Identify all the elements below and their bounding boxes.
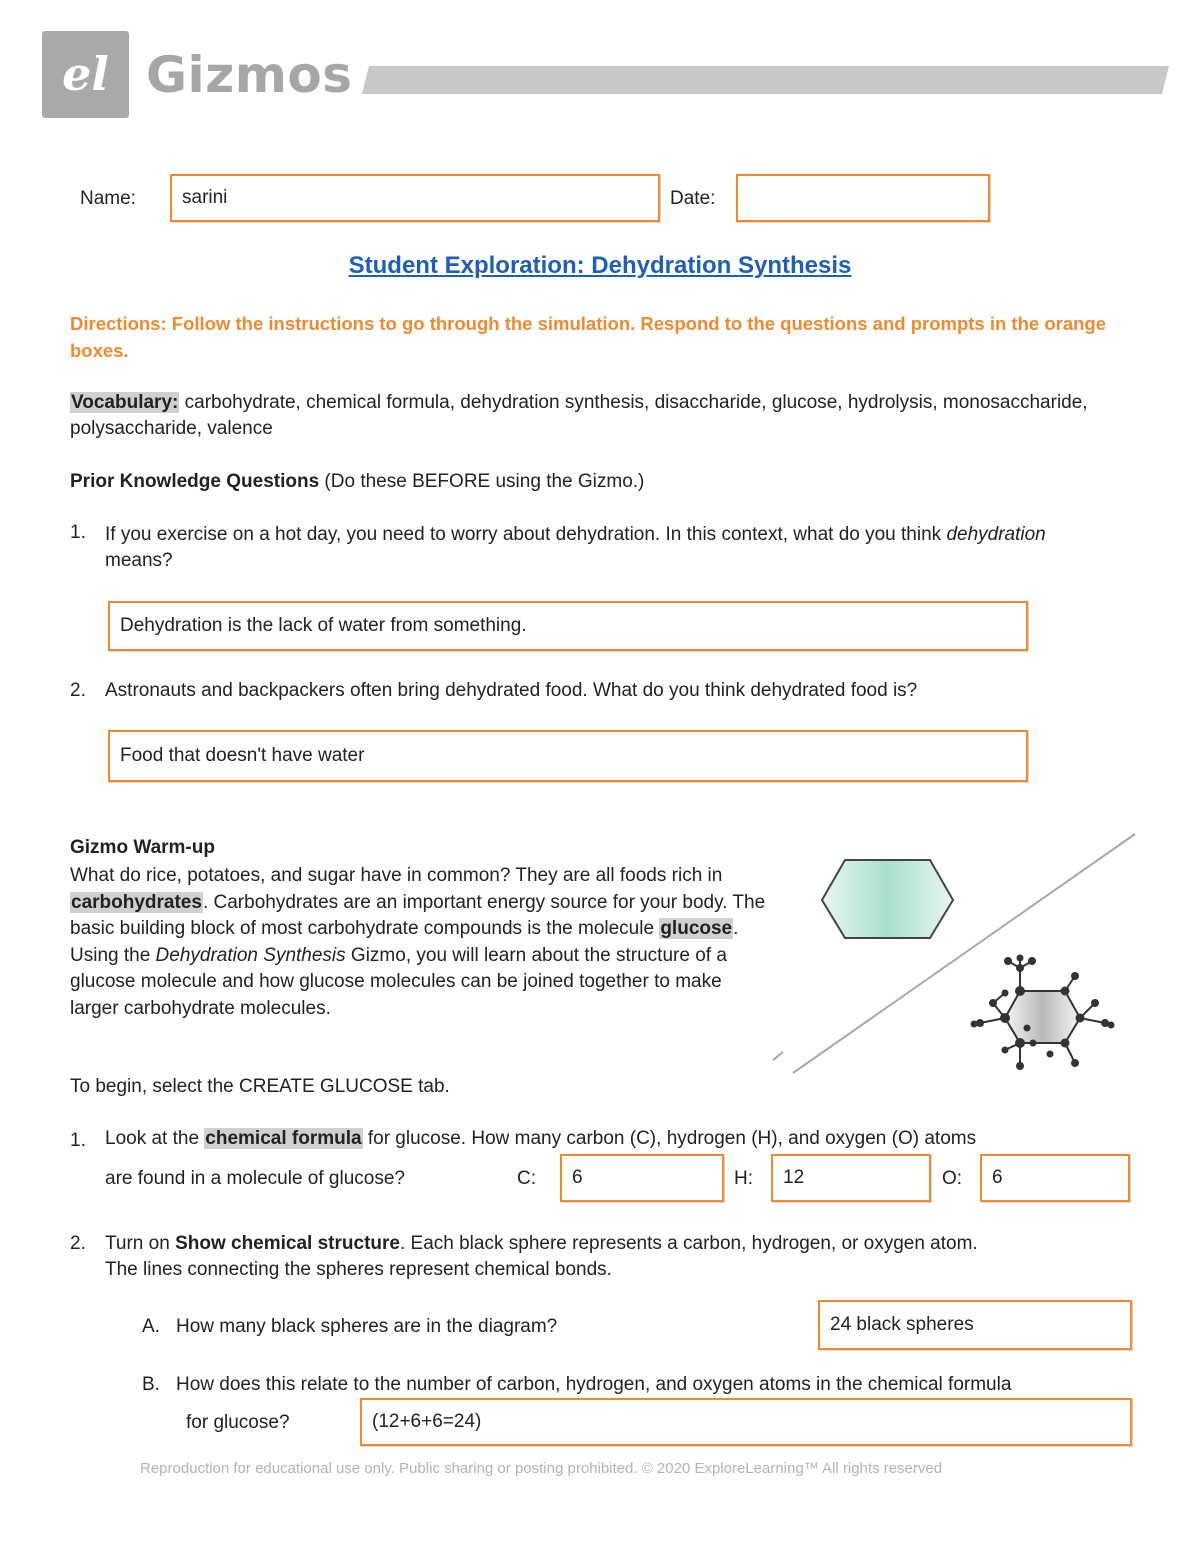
hydrogen-label: H: xyxy=(734,1168,753,1189)
oxygen-value: 6 xyxy=(992,1167,1003,1188)
prior-q1-italic: dehydration xyxy=(946,524,1046,545)
begin-instruction: To begin, select the CREATE GLUCOSE tab. xyxy=(70,1076,450,1097)
term-carbohydrates: carbohydrates xyxy=(71,891,202,913)
directions: Directions: Follow the instructions to go through the simulation. Respond to the questions and prompts in the orange boxes. xyxy=(70,313,1106,361)
prior-q2-answer-field[interactable] xyxy=(108,730,1028,782)
warmup-q2-text xyxy=(105,1233,1155,1255)
warmup-heading: Gizmo Warm-up xyxy=(70,837,215,858)
warmup-p2: . Carbohydrates are an important energy source for your body. The basic building block of most carbohydrate compounds is the molecule xyxy=(70,891,766,939)
part-b-label: B. xyxy=(142,1374,160,1395)
part-a-label: A. xyxy=(142,1316,160,1337)
part-b-answer: (12+6+6=24) xyxy=(372,1411,482,1432)
carbon-value: 6 xyxy=(572,1167,583,1188)
prior-q2-answer: Food that doesn't have water xyxy=(120,745,365,766)
term-glucose: glucose xyxy=(660,918,733,939)
warmup-p4: Gizmo, you will learn about the structure of a glucose molecule and how glucose molecules can be joined together to make larger carbohydrate molecules. xyxy=(70,944,727,1019)
hydrogen-field[interactable] xyxy=(771,1154,931,1202)
prior-q1-answer: Dehydration is the lack of water from something. xyxy=(120,615,527,636)
prior-knowledge-heading xyxy=(70,469,1110,495)
glucose-structure-icon xyxy=(971,955,1115,1071)
prior-q2-text: Astronauts and backpackers often bring dehydrated food. What do you think dehydrated food is? xyxy=(105,680,918,701)
explorelearning-logo xyxy=(42,31,129,118)
part-a-answer: 24 black spheres xyxy=(830,1314,974,1335)
prior-q1-text-a: If you exercise on a hot day, you need to worry about dehydration. In this context, what do you think xyxy=(105,524,947,545)
oxygen-field[interactable] xyxy=(980,1154,1130,1202)
part-b-answer-field[interactable] xyxy=(360,1398,1132,1446)
warmup-q1-text-b: for glucose. How many carbon (C), hydrogen (H), and oxygen (O) atoms xyxy=(362,1128,977,1149)
term-chemical-formula: chemical formula xyxy=(205,1128,362,1149)
part-a-answer-field[interactable] xyxy=(818,1300,1132,1350)
footer-copyright: Reproduction for educational use only. Public sharing or posting prohibited. © 2020 ExploreLearning™ All rights reserved xyxy=(140,1460,943,1477)
vocabulary xyxy=(70,390,1110,442)
part-a-text: How many black spheres are in the diagram? xyxy=(176,1316,558,1337)
name-value: sarini xyxy=(182,187,228,208)
part-b-text: How does this relate to the number of carbon, hydrogen, and oxygen atoms in the chemical formula xyxy=(176,1374,1012,1395)
warmup-q1-number: 1. xyxy=(70,1130,86,1151)
vocabulary-label: Vocabulary: xyxy=(71,392,179,413)
oxygen-label: O: xyxy=(942,1168,963,1189)
carbon-field[interactable] xyxy=(560,1154,724,1202)
vocabulary-text: carbohydrate, chemical formula, dehydration synthesis, disaccharide, glucose, hydrolysis, monosaccharide, polysaccharide, valence xyxy=(70,392,1088,439)
date-field[interactable] xyxy=(736,174,990,222)
brand-name: Gizmos xyxy=(146,46,353,104)
warmup-q1-text-a: Look at the xyxy=(105,1128,205,1149)
glucose-illustration xyxy=(765,828,1145,1080)
warmup-p1: What do rice, potatoes, and sugar have in common? They are all foods rich in xyxy=(70,865,723,886)
warmup-p3: . Using the xyxy=(70,918,739,966)
prior-heading-note: (Do these BEFORE using the Gizmo.) xyxy=(319,471,645,492)
part-b-text-2: for glucose? xyxy=(186,1412,290,1433)
page-title: Student Exploration: Dehydration Synthesis xyxy=(348,252,852,279)
logo-mark: el xyxy=(62,47,109,101)
term-show-chemical-structure: Show chemical structure xyxy=(175,1233,400,1254)
hydrogen-value: 12 xyxy=(783,1167,805,1188)
name-field[interactable] xyxy=(170,174,660,222)
prior-q1-number: 1. xyxy=(70,522,86,543)
warmup-paragraph xyxy=(70,863,770,1022)
warmup-q2-text-b: . Each black sphere represents a carbon, hydrogen, or oxygen atom. xyxy=(399,1233,978,1254)
divider-tick xyxy=(773,1052,783,1060)
prior-q1-text-b: means? xyxy=(105,550,173,571)
prior-q2-number: 2. xyxy=(70,680,86,701)
warmup-q2-text-c: The lines connecting the spheres represent chemical bonds. xyxy=(105,1259,612,1280)
warmup-q1-text-c: are found in a molecule of glucose? xyxy=(105,1168,405,1189)
carbon-label: C: xyxy=(517,1168,536,1189)
prior-q1-answer-field[interactable] xyxy=(108,601,1028,651)
warmup-q1-text xyxy=(105,1128,1155,1150)
warmup-q2-text-a: Turn on xyxy=(105,1233,176,1254)
prior-heading-text: Prior Knowledge Questions xyxy=(70,471,320,492)
warmup-q2-number: 2. xyxy=(70,1233,86,1254)
gizmo-name: Dehydration Synthesis xyxy=(155,944,346,966)
name-label: Name: xyxy=(80,188,136,209)
hexagon-ring-icon xyxy=(822,860,953,938)
prior-q1-text xyxy=(105,522,1095,574)
date-label: Date: xyxy=(670,188,716,209)
header-bar xyxy=(362,66,1169,94)
